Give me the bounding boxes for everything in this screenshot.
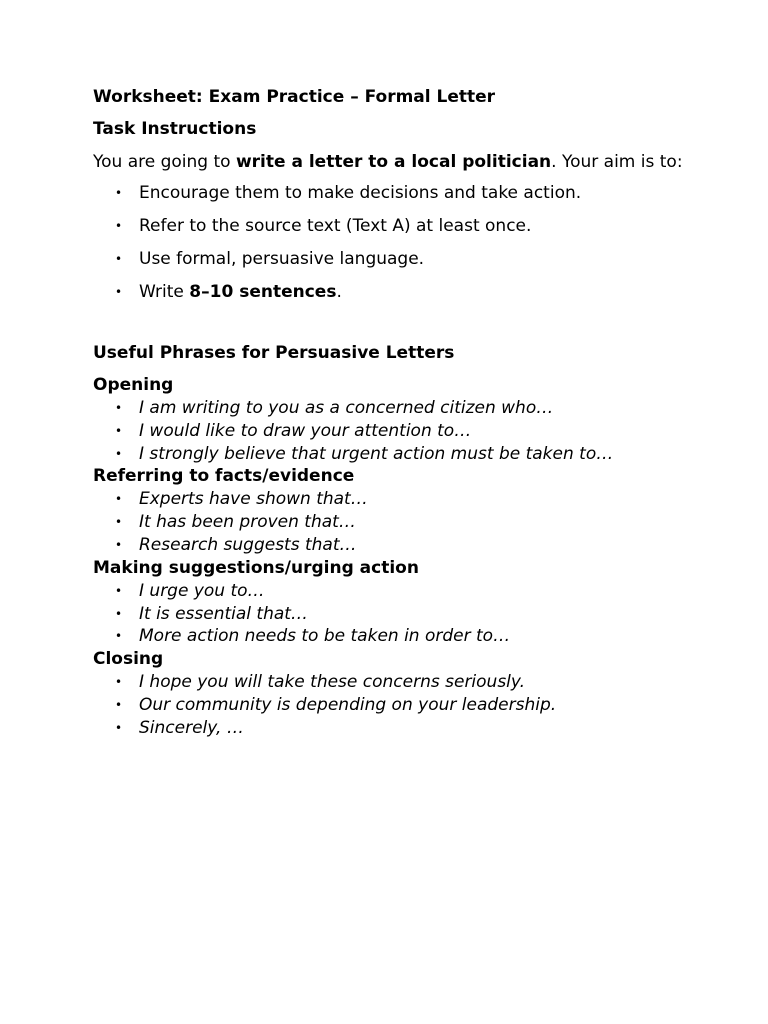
phrase-text: Experts have shown that… (139, 489, 368, 510)
task-item (93, 215, 693, 237)
section-heading-evidence: Referring to facts/evidence (93, 466, 355, 487)
phrase-text: I urge you to… (139, 580, 265, 601)
phrase-text: I hope you will take these concerns seriously. (139, 672, 526, 693)
phrase-item (93, 443, 693, 466)
task-intro-before: You are going to (93, 152, 236, 172)
phrase-item (93, 717, 693, 740)
phrase-item (93, 420, 693, 443)
task-intro-bold: write a letter to a local politician (235, 152, 552, 172)
task-item (93, 182, 693, 204)
phrase-item (93, 603, 693, 626)
bullet-icon: • (115, 537, 123, 552)
phrase-text: Our community is depending on your leadership. (139, 694, 557, 715)
phrase-text: Sincerely, … (139, 717, 244, 738)
task-list (93, 182, 693, 303)
useful-phrases-heading: Useful Phrases for Persuasive Letters (93, 343, 455, 363)
task-intro-after: . Your aim is to: (551, 152, 683, 172)
phrase-item (93, 625, 693, 648)
section-heading-suggestions: Making suggestions/urging action (93, 557, 419, 578)
phrase-text: I am writing to you as a concerned citizen who… (139, 398, 554, 418)
phrase-text: More action needs to be taken in order to… (139, 626, 511, 647)
phrase-text: Research suggests that… (139, 534, 357, 555)
task-item-text: Refer to the source text (Text A) at least once. (139, 216, 532, 236)
task-item-bold: 8–10 sentences (189, 282, 337, 302)
phrase-text: It is essential that… (139, 603, 308, 624)
bullet-icon: • (115, 423, 123, 438)
phrase-list-evidence (93, 488, 693, 556)
task-item-text: Use formal, persuasive language. (139, 249, 425, 269)
phrase-item (93, 511, 693, 534)
bullet-icon: • (115, 252, 123, 266)
bullet-icon: • (115, 606, 123, 621)
bullet-icon: • (115, 186, 123, 200)
bullet-icon: • (115, 720, 123, 735)
phrase-item (93, 488, 693, 511)
bullet-icon: • (115, 675, 123, 690)
task-item-text: Encourage them to make decisions and take action. (139, 183, 582, 203)
phrase-list-suggestions (93, 580, 693, 648)
phrase-item (93, 580, 693, 603)
phrase-list-opening (93, 397, 693, 465)
task-item (93, 248, 693, 270)
task-item-after: . (336, 282, 342, 302)
bullet-icon: • (115, 446, 123, 461)
phrase-text: I strongly believe that urgent action must be taken to… (139, 443, 614, 464)
bullet-icon: • (115, 492, 123, 507)
task-item-before: Write (139, 282, 190, 302)
task-instructions-heading: Task Instructions (93, 119, 257, 139)
phrase-item (93, 534, 693, 557)
phrase-item (93, 694, 693, 717)
bullet-icon: • (115, 583, 123, 598)
phrase-text: I would like to draw your attention to… (139, 420, 472, 441)
bullet-icon: • (115, 401, 123, 415)
worksheet-page (93, 86, 693, 740)
phrase-text: It has been proven that… (139, 512, 356, 533)
bullet-icon: • (115, 515, 123, 530)
phrase-item (93, 397, 693, 420)
section-heading-opening: Opening (93, 375, 174, 395)
bullet-icon: • (115, 697, 123, 712)
section-heading-closing: Closing (93, 649, 164, 670)
bullet-icon: • (115, 219, 123, 233)
bullet-icon: • (115, 285, 123, 299)
phrase-list-closing (93, 671, 693, 739)
bullet-icon: • (115, 629, 123, 644)
task-item (93, 281, 693, 303)
task-intro (93, 150, 693, 174)
phrase-item (93, 671, 693, 694)
worksheet-title: Worksheet: Exam Practice – Formal Letter (93, 87, 496, 107)
